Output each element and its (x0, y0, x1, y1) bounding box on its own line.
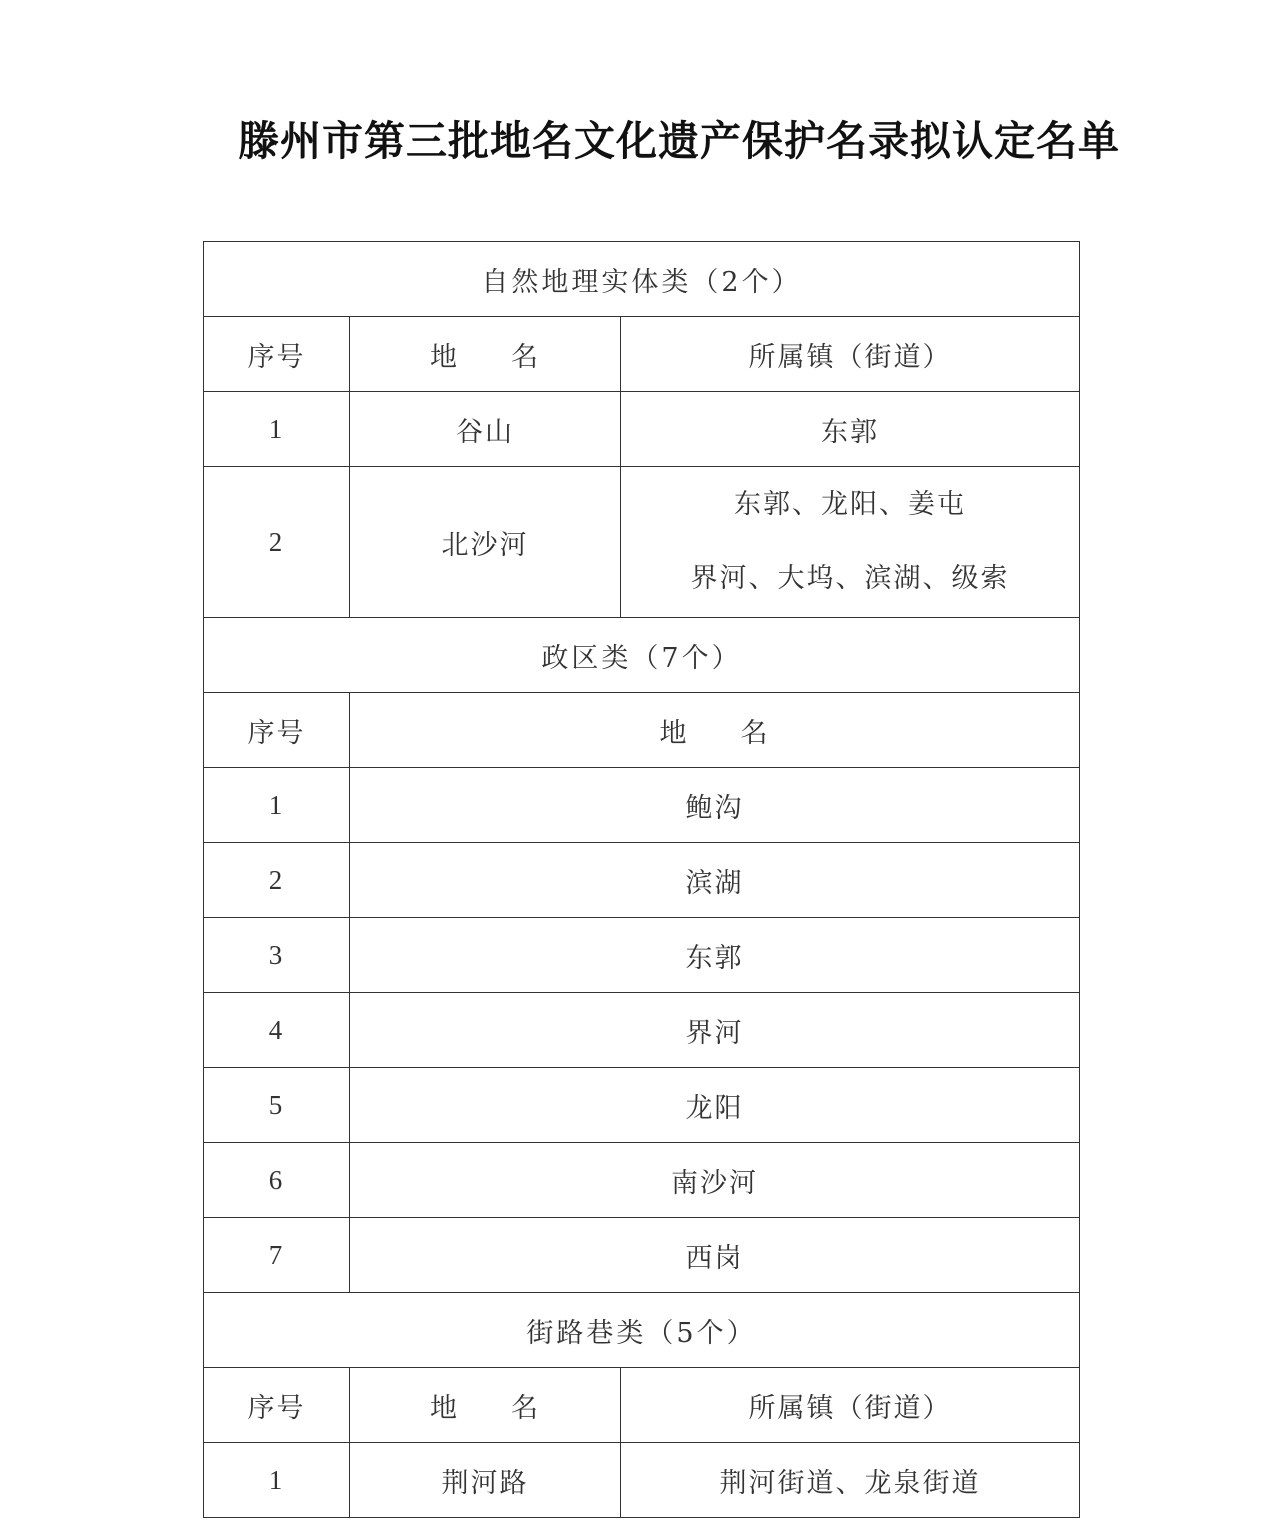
heritage-list-table (203, 241, 1080, 1518)
header-town: 所属镇（街道） (621, 317, 1080, 392)
table-row (204, 392, 1080, 467)
row-index: 3 (204, 918, 350, 993)
table-row (204, 918, 1080, 993)
section-heading: 政区类（7个） (204, 618, 1080, 693)
header-name-char: 地 (430, 341, 459, 373)
row-index: 2 (204, 843, 350, 918)
row-place-name: 滨湖 (350, 843, 1080, 918)
row-index: 2 (204, 467, 350, 618)
section-heading-row (204, 618, 1080, 693)
table-row (204, 1143, 1080, 1218)
row-index: 1 (204, 1443, 350, 1518)
header-index: 序号 (204, 693, 350, 768)
row-index: 1 (204, 768, 350, 843)
table-row (204, 1218, 1080, 1293)
table-row (204, 467, 1080, 618)
row-place-name: 西岗 (350, 1218, 1080, 1293)
table-row (204, 993, 1080, 1068)
row-index: 5 (204, 1068, 350, 1143)
row-index: 6 (204, 1143, 350, 1218)
table-header-row (204, 317, 1080, 392)
row-town-line: 东郭、龙阳、姜屯 (734, 489, 966, 520)
table-row (204, 1443, 1080, 1518)
header-name-char: 名 (511, 1392, 540, 1424)
row-index: 7 (204, 1218, 350, 1293)
row-index: 4 (204, 993, 350, 1068)
header-name (350, 1368, 621, 1443)
header-name (350, 317, 621, 392)
row-place-name: 东郭 (350, 918, 1080, 993)
row-place-name: 界河 (350, 993, 1080, 1068)
header-town: 所属镇（街道） (621, 1368, 1080, 1443)
row-town: 荆河街道、龙泉街道 (621, 1443, 1080, 1518)
table-row (204, 843, 1080, 918)
table-header-row (204, 1368, 1080, 1443)
table-header-row (204, 693, 1080, 768)
row-town (621, 467, 1080, 618)
row-place-name: 南沙河 (350, 1143, 1080, 1218)
header-name-char: 名 (740, 717, 770, 749)
row-town-line: 界河、大坞、滨湖、级索 (690, 563, 1010, 594)
table-row (204, 768, 1080, 843)
row-place-name: 谷山 (350, 392, 621, 467)
document-title: 滕州市第三批地名文化遗产保护名录拟认定名单 (238, 117, 1120, 165)
header-name-char: 地 (659, 717, 689, 749)
row-town: 东郭 (621, 392, 1080, 467)
header-index: 序号 (204, 1368, 350, 1443)
row-place-name: 龙阳 (350, 1068, 1080, 1143)
header-name-char: 名 (511, 341, 540, 373)
row-place-name: 荆河路 (350, 1443, 621, 1518)
header-name-char: 地 (430, 1392, 459, 1424)
section-heading-row (204, 1293, 1080, 1368)
row-place-name: 鲍沟 (350, 768, 1080, 843)
row-index: 1 (204, 392, 350, 467)
table-row (204, 1068, 1080, 1143)
section-heading: 街路巷类（5个） (204, 1293, 1080, 1368)
section-heading: 自然地理实体类（2个） (204, 242, 1080, 317)
header-name (350, 693, 1080, 768)
header-index: 序号 (204, 317, 350, 392)
section-heading-row (204, 242, 1080, 317)
row-place-name: 北沙河 (350, 467, 621, 618)
